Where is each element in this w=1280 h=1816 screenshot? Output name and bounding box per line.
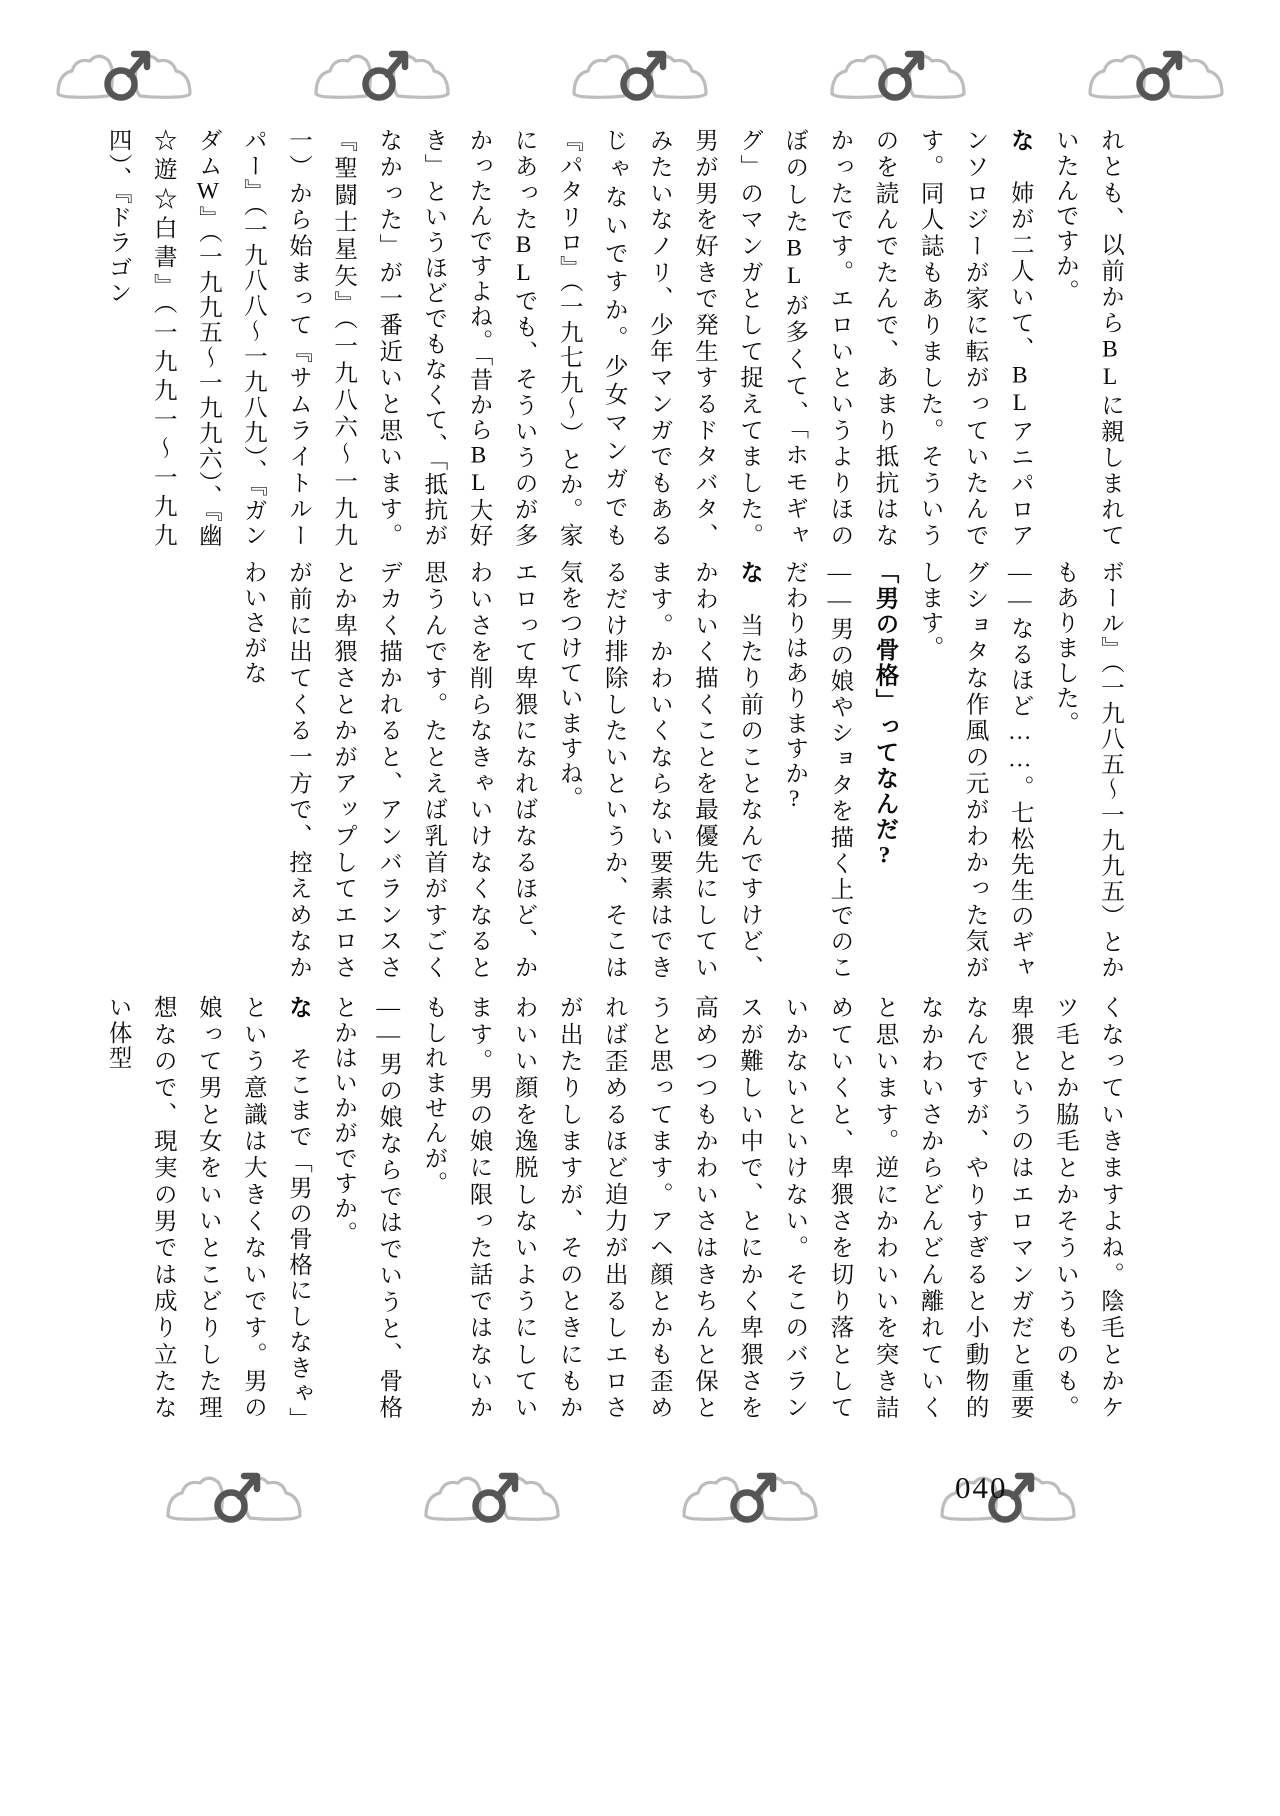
- paragraph: ボール』（一九八五〜一九九五）とかもありました。: [1051, 560, 1123, 980]
- paragraph-body: 姉が二人いて、BLアニパロアンソロジーが家に転がっていたんです。同人誌もありました。そういうのを読んでたんで、あまり抵抗はなかったです。エロいというよりほのぼのしたBLが多くて、「ホモギャグ」のマンガとして捉えてました。男が男を好きで発生するドタバタ、みたいなノリ、少年マンガでもあるじゃないですか。少女マンガでも『パタリロ』（一九七九〜）とか。家にあったBLでも、そういうのが多かったんですよね。「昔からBL大好き」というほどでもなくて、「抵抗がなかった」が一番近いと思います。『聖闘士星矢』（一九八六〜一九九一）から始まって『サムライトルーパー』（一九八八〜一九八九）、『ガンダムW』（一九九五〜一九九六）、『幽☆遊☆白書』（一九九一〜一九九四）、『ドラゴン: [104, 128, 1033, 548]
- text-block-bottom: [104, 995, 1132, 1420]
- interviewer-question: ――男の娘やショタを描く上でのこだわりはありますか?: [781, 560, 853, 980]
- ornament-row-top: [0, 34, 1280, 106]
- winged-mars-symbol-icon: [160, 1456, 308, 1528]
- paragraph-speaker-na: [94, 128, 1041, 548]
- speaker-initial: な: [1006, 128, 1033, 155]
- text-block-middle: [197, 560, 1132, 980]
- page-number: 040: [955, 1470, 1008, 1505]
- text-block-top: [104, 128, 1132, 548]
- paragraph-speaker-na: [94, 995, 320, 1420]
- winged-mars-symbol-icon: [50, 34, 198, 106]
- paragraph: れとも、以前からBLに親しまれていたんですか。: [1051, 128, 1123, 548]
- section-heading: 「男の骨格」ってなんだ?: [871, 560, 898, 871]
- winged-mars-symbol-icon: [566, 34, 714, 106]
- paragraph-speaker-na: [546, 560, 772, 980]
- ornament-row-bottom: [0, 1456, 1280, 1528]
- speaker-initial: な: [736, 560, 763, 587]
- winged-mars-symbol-icon: [418, 1456, 566, 1528]
- paragraph: くなっていきますよね。陰毛とかケツ毛とか脇毛とかそういうものも。卑猥というのはエロマンガだと重要なんですが、やりすぎると小動物的なかわいさからどんどん離れていくと思います。逆にかわいいを突き詰めていくと、卑猥さを切り落としていかないといけない。そこのバランスが難しい中で、とにかく卑猥さを高めつつもかわいさはきちんと保とうと思ってます。アヘ顔とかも歪めれば歪めるほど迫力が出るしエロさが出たりしますが、そのときにもかわいい顔を逸脱しないようにしています。男の娘に限った話ではないかもしれませんが。: [420, 995, 1123, 1420]
- winged-mars-symbol-icon: [308, 34, 456, 106]
- winged-mars-symbol-icon: [676, 1456, 824, 1528]
- paragraph-body: 当たり前のことなんですけど、かわいく描くことを最優先にしています。かわいくならない要素はできるだけ排除したいというか、そこは気をつけていますね。: [555, 560, 763, 980]
- paragraph-body: そこまで「男の骨格にしなきゃ」という意識は大きくないです。男の娘って男と女をいいとこどりした理想なので、現実の男では成り立たない体型: [104, 995, 312, 1420]
- winged-mars-symbol-icon: [1082, 34, 1230, 106]
- winged-mars-symbol-icon: [824, 34, 972, 106]
- speaker-initial: な: [285, 995, 312, 1021]
- interviewer-question: ――なるほど……。七松先生のギャグショタな作風の元がわかった気がします。: [916, 560, 1033, 980]
- interviewer-question: ――男の娘ならではでいうと、骨格とかはいかがですか。: [330, 995, 402, 1420]
- paragraph: エロって卑猥になればなるほど、かわいさを削らなきゃいけなくなると思うんです。たとえば乳首がすごくデカく描かれると、アンバランスさとか卑猥さとかがアップしてエロさが前に出てくる一方で、控えめなかわいさがな: [239, 560, 537, 980]
